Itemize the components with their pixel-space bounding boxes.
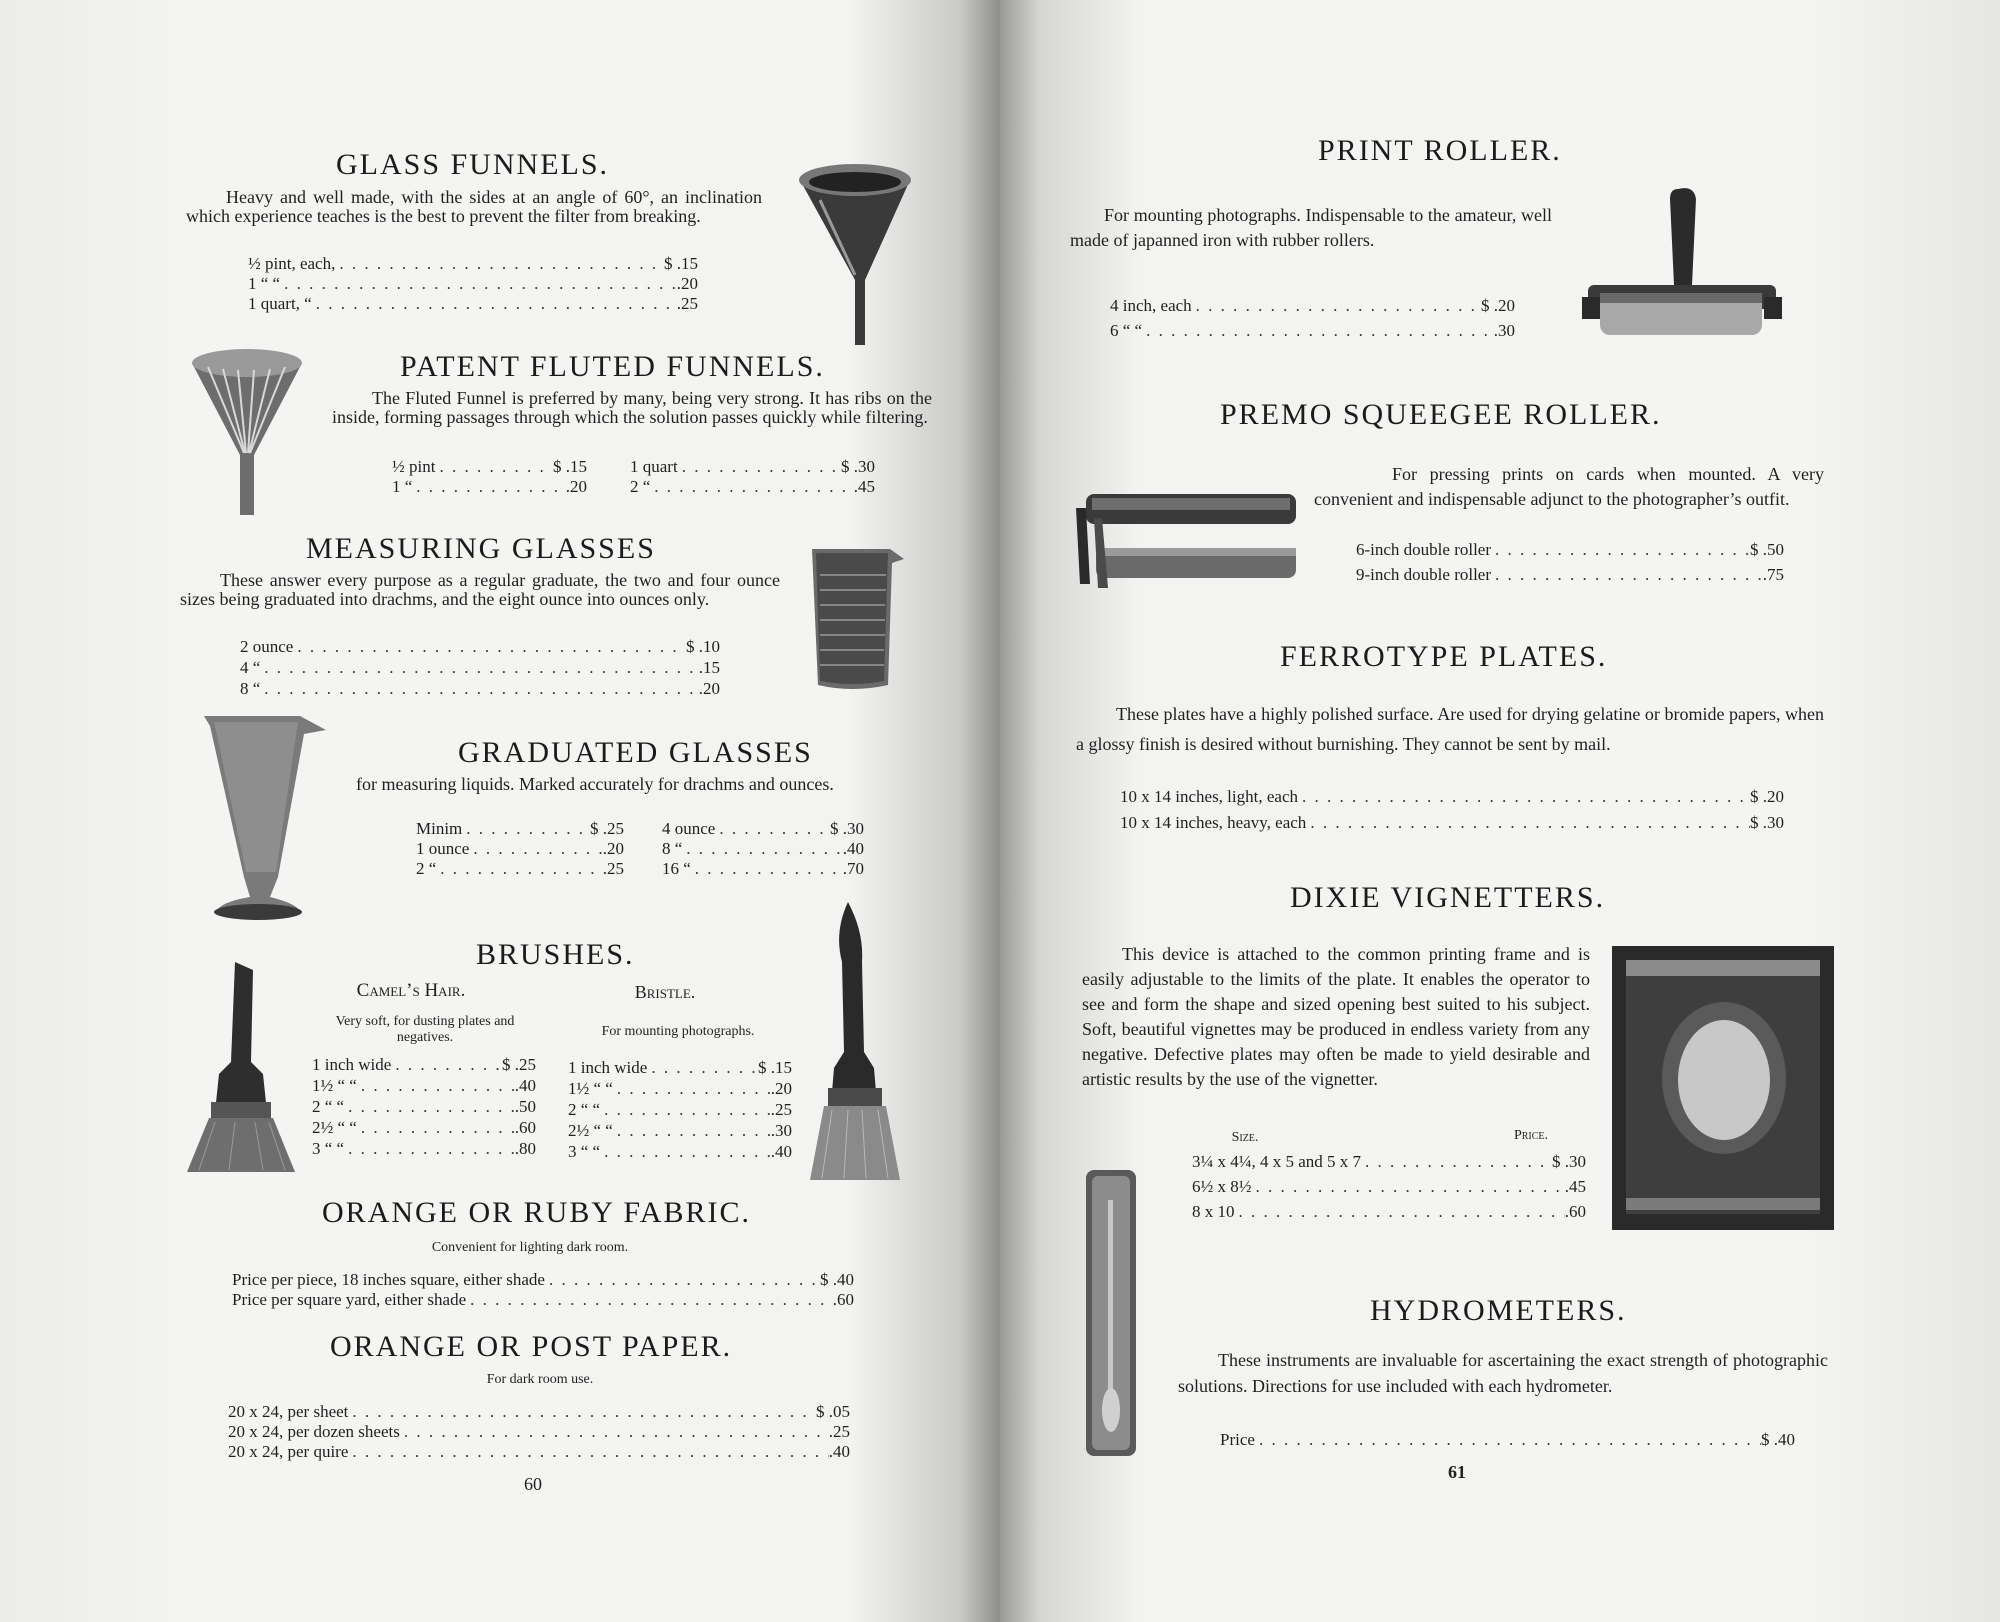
ferrotype-row: 10 x 14 inches, heavy, each . . . $ .30: [1120, 813, 1784, 832]
graduated-glasses-row: 4 ounce . . . $ .30: [662, 819, 864, 838]
graduated-glasses-row: Minim . . . $ .25: [416, 819, 624, 838]
bristle-brush-row: 2 “ “ . . . .25: [568, 1100, 792, 1119]
graduated-glasses-title: GRADUATED GLASSES: [458, 736, 813, 769]
squeegee-row: 6-inch double roller . . . $ .50: [1356, 540, 1784, 559]
graduated-glasses-row: 1 ounce . . . .20: [416, 839, 624, 858]
print-roller-title: PRINT ROLLER.: [1318, 134, 1562, 167]
graduated-glasses-text: for measuring liquids. Marked accurately for drachms and ounces.: [356, 774, 834, 794]
bristle-note: For mounting photographs.: [601, 1024, 755, 1039]
fluted-funnels-row: 1 quart . . . $ .30: [630, 457, 875, 476]
bristle-brush-row: 1½ “ “ . . . .20: [568, 1079, 792, 1098]
squeegee-text: For pressing prints on cards when mounted. A very convenient and indispensable adjunct to the photographer’s outfit.: [1314, 464, 1824, 509]
right-page: [1000, 0, 2000, 1622]
bristle-heading: Bristle.: [634, 982, 696, 1002]
ruby-fabric-row: Price per piece, 18 inches square, either shade . . . $ .40: [232, 1270, 854, 1289]
page-number: 60: [524, 1474, 542, 1494]
graduated-glass-illustration: [200, 712, 330, 922]
fluted-funnels-title: PATENT FLUTED FUNNELS.: [400, 350, 825, 383]
print-roller-text: For mounting photographs. Indispensable to the amateur, well made of japanned iron with rubber rollers.: [1070, 205, 1552, 250]
fluted-funnels-row: 2 “ . . . .45: [630, 477, 875, 496]
post-paper-row: 20 x 24, per dozen sheets . . . .25: [228, 1422, 850, 1441]
measuring-glass-illustration: [808, 545, 908, 695]
dixie-row: 8 x 10 . . . .60: [1192, 1202, 1586, 1221]
bristle-brush-row: 3 “ “ . . . .40: [568, 1142, 792, 1161]
print-roller-row: 6 “ “ . . . .30: [1110, 321, 1515, 340]
glass-funnels-row: 1 quart, “ . . . .25: [248, 294, 698, 313]
print-roller-row: 4 inch, each . . . $ .20: [1110, 296, 1515, 315]
measuring-glasses-title: MEASURING GLASSES: [306, 532, 656, 565]
post-paper-note: For dark room use.: [486, 1372, 594, 1387]
graduated-glasses-row: 16 “ . . . .70: [662, 859, 864, 878]
bristle-brush-illustration: [804, 902, 904, 1184]
dixie-row: 6½ x 8½ . . . .45: [1192, 1177, 1586, 1196]
measuring-glasses-row: 8 “ . . . .20: [240, 679, 720, 698]
dixie-size-heading: Size.: [1231, 1130, 1259, 1145]
measuring-glasses-row: 4 “ . . . .15: [240, 658, 720, 677]
graduated-glasses-row: 2 “ . . . .25: [416, 859, 624, 878]
dixie-row: 3¼ x 4¼, 4 x 5 and 5 x 7 . . . $ .30: [1192, 1152, 1586, 1171]
measuring-glasses-row: 2 ounce . . . $ .10: [240, 637, 720, 656]
glass-funnels-text: Heavy and well made, with the sides at an angle of 60°, an inclination which experience teaches is the best to prevent the filter from breaking.: [186, 187, 762, 226]
post-paper-row: 20 x 24, per quire . . . .40: [228, 1442, 850, 1461]
fluted-funnel-illustration: [188, 345, 306, 520]
glass-funnels-title: GLASS FUNNELS.: [336, 148, 610, 181]
ferrotype-title: FERROTYPE PLATES.: [1280, 640, 1608, 673]
print-roller-illustration: [1582, 185, 1782, 340]
dixie-text: This device is attached to the common printing frame and is easily adjustable to the limits of the plate. It enables the operator to see and form the shape and sized opening best suited to his subject. Soft, beautiful vignettes may be produced in endless variety from any negative. Defective plates may often be made to yield desirable and artistic results by the use of the vignetter.: [1082, 944, 1590, 1089]
dixie-price-heading: Price.: [1513, 1128, 1549, 1143]
ruby-fabric-row: Price per square yard, either shade . . . .60: [232, 1290, 854, 1309]
graduated-glasses-row: 8 “ . . . .40: [662, 839, 864, 858]
ferrotype-row: 10 x 14 inches, light, each . . . $ .20: [1120, 787, 1784, 806]
glass-funnels-row: ½ pint, each, . . . $ .15: [248, 254, 698, 273]
camel-brush-row: 2½ “ “ . . . .60: [312, 1118, 536, 1137]
ruby-fabric-note: Convenient for lighting dark room.: [431, 1240, 629, 1255]
bristle-brush-row: 2½ “ “ . . . .30: [568, 1121, 792, 1140]
camel-brush-row: 2 “ “ . . . .50: [312, 1097, 536, 1116]
hydrometers-text: These instruments are invaluable for ascertaining the exact strength of photographic solutions. Directions for use included with each hydrometer.: [1178, 1350, 1828, 1396]
brushes-title: BRUSHES.: [476, 938, 635, 971]
dixie-title: DIXIE VIGNETTERS.: [1290, 881, 1606, 914]
squeegee-roller-illustration: [1072, 488, 1304, 596]
glass-funnel-illustration: [795, 160, 915, 350]
squeegee-row: 9-inch double roller . . . .75: [1356, 565, 1784, 584]
fluted-funnels-row: ½ pint . . . $ .15: [392, 457, 587, 476]
post-paper-row: 20 x 24, per sheet . . . $ .05: [228, 1402, 850, 1421]
fluted-funnels-row: 1 “ . . . .20: [392, 477, 587, 496]
camel-brush-row: 3 “ “ . . . .80: [312, 1139, 536, 1158]
camel-hair-brush-illustration: [185, 962, 300, 1174]
hydrometer-illustration: [1082, 1170, 1142, 1460]
camel-brush-row: 1½ “ “ . . . .40: [312, 1076, 536, 1095]
dixie-vignetter-illustration: [1612, 946, 1834, 1230]
camel-brush-row: 1 inch wide . . . $ .25: [312, 1055, 536, 1074]
measuring-glasses-text: These answer every purpose as a regular graduate, the two and four ounce sizes being graduated into drachms, and the eight ounce into ounces only.: [180, 570, 780, 609]
hydrometers-row: Price . . . $ .40: [1220, 1430, 1795, 1449]
page-number: 61: [1448, 1462, 1466, 1482]
post-paper-title: ORANGE OR POST PAPER.: [330, 1330, 733, 1363]
ferrotype-text: These plates have a highly polished surface. Are used for drying gelatine or bromide papers, when a glossy finish is desired without burnishing. They cannot be sent by mail.: [1076, 704, 1824, 754]
hydrometers-title: HYDROMETERS.: [1370, 1294, 1627, 1327]
squeegee-title: PREMO SQUEEGEE ROLLER.: [1220, 398, 1662, 431]
ruby-fabric-title: ORANGE OR RUBY FABRIC.: [322, 1196, 752, 1229]
glass-funnels-row: 1 “ “ . . . .20: [248, 274, 698, 293]
fluted-funnels-text: The Fluted Funnel is preferred by many, being very strong. It has ribs on the inside, forming passages through which the solution passes quickly while filtering.: [332, 388, 932, 427]
camel-hair-note: Very soft, for dusting plates and negatives.: [335, 1014, 515, 1045]
bristle-brush-row: 1 inch wide . . . $ .15: [568, 1058, 792, 1077]
camel-hair-heading: Camel’s Hair.: [356, 980, 466, 1001]
